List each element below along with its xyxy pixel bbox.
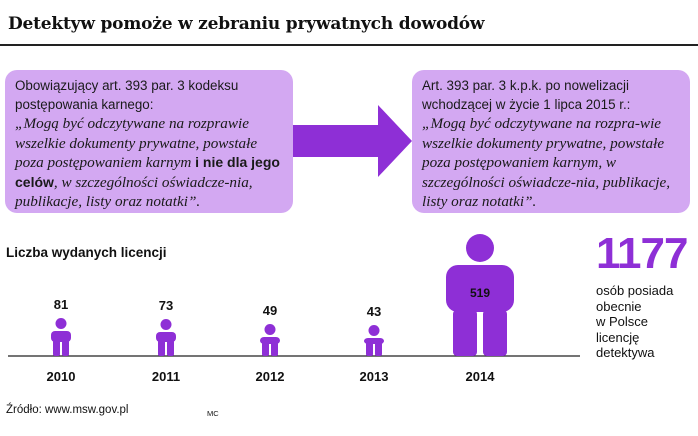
person-leg-right (483, 310, 507, 356)
category-label: 2011 (151, 369, 181, 384)
chart-title: Detektyw pomoże w zebraniu prywatnych dowodów (8, 14, 485, 34)
category-label: 2013 (359, 369, 389, 384)
person-leg-left (158, 340, 165, 356)
category-label: 2014 (465, 369, 495, 384)
person-leg-left (366, 342, 373, 356)
person-leg-left (453, 310, 477, 356)
total-licenses-text: osób posiada obecnie w Polsce licencję detektywa (596, 283, 674, 360)
person-head (56, 318, 67, 329)
new-law-quote: „Mogą być odczytywane na rozpra-wie wszelkie dokumenty prywatne, powstałe poza postępowaniem karnym, w szczególności oświadcze-nia, publikacje, listy oraz notatki”. (422, 115, 671, 210)
person-bar (364, 325, 384, 356)
value-label: 519 (469, 286, 491, 300)
person-bar (51, 318, 71, 356)
person-leg-right (167, 340, 174, 356)
person-leg-left (262, 342, 269, 356)
quote-emphasis: i nie dla jego celów (15, 154, 280, 190)
person-leg-right (375, 342, 382, 356)
value-label: 49 (262, 303, 278, 318)
category-label: 2010 (46, 369, 76, 384)
person-head (369, 325, 380, 336)
quote-start: „Mogą być odczytywane na rozprawie wszelkie dokumenty prywatne, powstałe poza postępowaniem karnym (15, 115, 258, 171)
total-licenses-number: 1177 (596, 229, 688, 278)
person-leg-left (53, 340, 60, 356)
person-head (466, 234, 494, 262)
quote-end: , w szczególności oświadcze-nia, publikacje, listy oraz notatki”. (15, 173, 253, 210)
source-note: Źródło: www.msw.gov.pl (6, 404, 129, 416)
person-leg-right (62, 340, 69, 356)
author-credit: MC (207, 409, 219, 418)
category-label: 2012 (255, 369, 285, 384)
new-law-lead: Art. 393 par. 3 k.p.k. po nowelizacji wchodzącej w życie 1 lipca 2015 r.: (422, 78, 631, 112)
current-law-lead: Obowiązujący art. 393 par. 3 kodeksu postępowania karnego: (15, 78, 239, 112)
person-head (265, 324, 276, 335)
value-label: 43 (366, 304, 382, 319)
chart-subtitle: Liczba wydanych licencji (6, 245, 167, 260)
person-leg-right (271, 342, 278, 356)
value-label: 81 (53, 297, 69, 312)
person-bar (260, 324, 280, 356)
value-label: 73 (158, 298, 174, 313)
person-bar (156, 319, 176, 356)
person-head (161, 319, 172, 330)
